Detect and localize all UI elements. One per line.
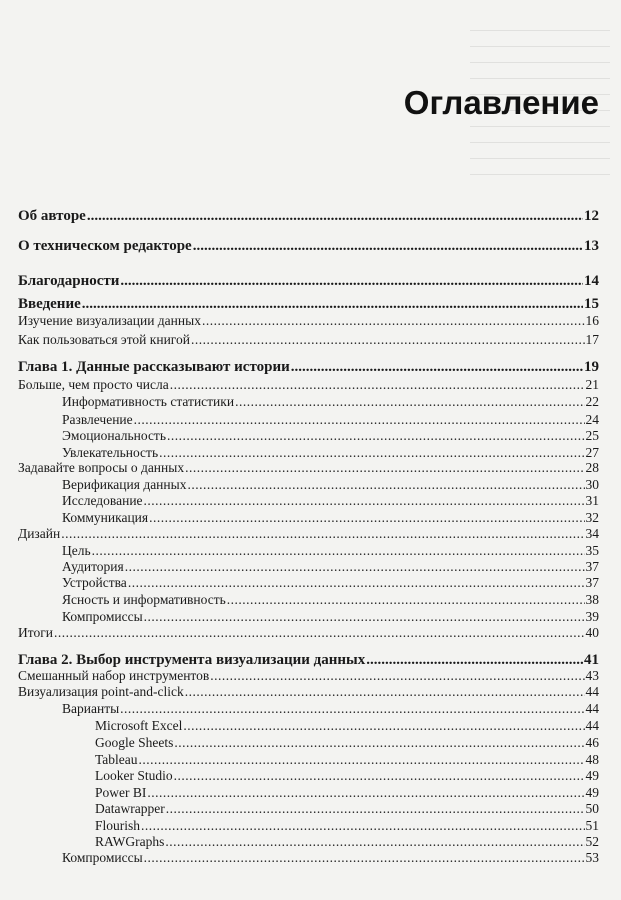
dot-leader xyxy=(193,238,583,254)
toc-entry-title: Развлечение xyxy=(62,412,133,427)
dot-leader xyxy=(61,526,584,542)
toc-entry-title: Введение xyxy=(18,296,81,312)
toc-entry-page: 30 xyxy=(585,477,599,492)
toc-entry-title: Устройства xyxy=(62,575,127,590)
toc-entry-page: 49 xyxy=(585,785,599,800)
toc-entry xyxy=(62,392,599,410)
toc-entry-title: Дизайн xyxy=(18,526,61,541)
dot-leader xyxy=(185,684,585,700)
toc-entry xyxy=(95,799,599,817)
toc-entry xyxy=(62,848,599,866)
dot-leader xyxy=(185,460,584,476)
toc-entry-title: Изучение визуализации данных xyxy=(18,313,201,328)
toc-entry-title: Цель xyxy=(62,543,91,558)
toc-entry-page: 31 xyxy=(585,493,599,508)
toc-entry-page: 50 xyxy=(585,801,599,816)
toc-entry-page: 22 xyxy=(585,394,599,409)
toc-entry-title: Об авторе xyxy=(18,208,86,224)
toc-entry-page: 51 xyxy=(585,818,599,833)
dot-leader xyxy=(174,735,584,751)
dot-leader xyxy=(120,273,583,289)
toc-entry xyxy=(18,682,599,700)
toc-entry-title: Исследование xyxy=(62,493,143,508)
page-title: Оглавление xyxy=(403,84,599,121)
toc-entry-page: 38 xyxy=(585,592,599,607)
toc-entry-title: Flourish xyxy=(95,818,141,833)
dot-leader xyxy=(202,313,585,329)
toc-entry-title: Глава 2. Выбор инструмента визуализации данных xyxy=(18,652,366,668)
toc-entry-page: 40 xyxy=(585,625,599,640)
toc-entry xyxy=(18,271,599,289)
toc-entry-page: 52 xyxy=(585,834,599,849)
toc-entry xyxy=(95,716,599,734)
toc-entry-page: 46 xyxy=(585,735,599,750)
toc-entry xyxy=(62,590,599,608)
dot-leader xyxy=(174,768,585,784)
toc-entry-page: 14 xyxy=(584,273,599,289)
dot-leader xyxy=(144,493,585,509)
toc-entry xyxy=(62,573,599,591)
toc-entry-page: 44 xyxy=(585,701,599,716)
toc-entry-title: Ясность и информативность xyxy=(62,592,226,607)
toc-entry-page: 39 xyxy=(585,609,599,624)
toc-entry-title: Визуализация point-and-click xyxy=(18,684,184,699)
dot-leader xyxy=(291,359,583,375)
toc-entry xyxy=(95,766,599,784)
toc-entry-page: 32 xyxy=(585,510,599,525)
toc-entry-title: Эмоциональность xyxy=(62,428,166,443)
toc-entry-title: Смешанный набор инструментов xyxy=(18,668,210,683)
toc-entry-title: Как пользоваться этой книгой xyxy=(18,332,190,347)
toc-entry-title: Looker Studio xyxy=(95,768,173,783)
dot-leader xyxy=(87,208,583,224)
toc-entry xyxy=(18,311,599,329)
toc-entry xyxy=(18,330,599,348)
toc-entry xyxy=(18,375,599,393)
toc-entry-page: 15 xyxy=(584,296,599,312)
toc-entry xyxy=(18,294,599,312)
toc-entry-page: 41 xyxy=(584,652,599,668)
toc-entry-page: 37 xyxy=(585,575,599,590)
toc-entry xyxy=(18,524,599,542)
dot-leader xyxy=(166,801,585,817)
toc-entry-title: Глава 1. Данные рассказывают истории xyxy=(18,359,290,375)
toc-entry-title: Больше, чем просто числа xyxy=(18,377,169,392)
toc-entry-title: Google Sheets xyxy=(95,735,174,750)
dot-leader xyxy=(183,718,584,734)
dot-leader xyxy=(170,377,585,393)
dot-leader xyxy=(82,296,583,312)
toc-entry-page: 28 xyxy=(585,460,599,475)
toc-entry xyxy=(18,206,599,224)
toc-entry-page: 25 xyxy=(585,428,599,443)
toc-entry-title: Tableau xyxy=(95,752,138,767)
toc-entry xyxy=(18,357,599,375)
toc-entry-page: 16 xyxy=(585,313,599,328)
toc-entry xyxy=(18,623,599,641)
toc-entry-page: 43 xyxy=(585,668,599,683)
dot-leader xyxy=(191,332,585,348)
toc-entry-title: Итоги xyxy=(18,625,53,640)
toc-entry-title: Аудитория xyxy=(62,559,124,574)
toc-entry xyxy=(18,458,599,476)
toc-entry-page: 44 xyxy=(585,684,599,699)
toc-entry-title: Коммуникация xyxy=(62,510,149,525)
toc-entry-title: Datawrapper xyxy=(95,801,165,816)
toc-entry xyxy=(62,699,599,717)
toc-entry-page: 34 xyxy=(585,526,599,541)
dot-leader xyxy=(54,625,585,641)
toc-entry-title: Компромиссы xyxy=(62,850,143,865)
toc-entry xyxy=(95,733,599,751)
toc-entry-title: Microsoft Excel xyxy=(95,718,183,733)
dot-leader xyxy=(167,428,585,444)
toc-entry-title: RAWGraphs xyxy=(95,834,165,849)
toc-entry-title: Увлекательность xyxy=(62,445,159,460)
toc-entry-page: 53 xyxy=(585,850,599,865)
dot-leader xyxy=(120,701,584,717)
toc-entry-page: 17 xyxy=(585,332,599,347)
toc-entry-page: 35 xyxy=(585,543,599,558)
dot-leader xyxy=(235,394,584,410)
dot-leader xyxy=(144,850,585,866)
toc-entry-title: Информативность статистики xyxy=(62,394,235,409)
dot-leader xyxy=(128,575,585,591)
toc-entry-page: 44 xyxy=(585,718,599,733)
toc-entry-page: 19 xyxy=(584,359,599,375)
toc-entry-page: 37 xyxy=(585,559,599,574)
toc-entry-title: Power BI xyxy=(95,785,147,800)
toc-entry-page: 12 xyxy=(584,208,599,224)
toc-entry-page: 13 xyxy=(584,238,599,254)
toc-entry xyxy=(62,426,599,444)
toc-entry-page: 27 xyxy=(585,445,599,460)
toc-entry-page: 48 xyxy=(585,752,599,767)
toc-entry-title: О техническом редакторе xyxy=(18,238,192,254)
toc-entry-title: Верификация данных xyxy=(62,477,187,492)
toc-entry xyxy=(18,236,599,254)
toc-entry-page: 49 xyxy=(585,768,599,783)
toc-entry xyxy=(62,491,599,509)
toc-entry-page: 24 xyxy=(585,412,599,427)
dot-leader xyxy=(227,592,585,608)
toc-entry-title: Задавайте вопросы о данных xyxy=(18,460,185,475)
toc-entry-page: 21 xyxy=(585,377,599,392)
toc-entry-title: Компромиссы xyxy=(62,609,143,624)
toc-entry-title: Благодарности xyxy=(18,273,120,289)
toc-entry-title: Варианты xyxy=(62,701,120,716)
